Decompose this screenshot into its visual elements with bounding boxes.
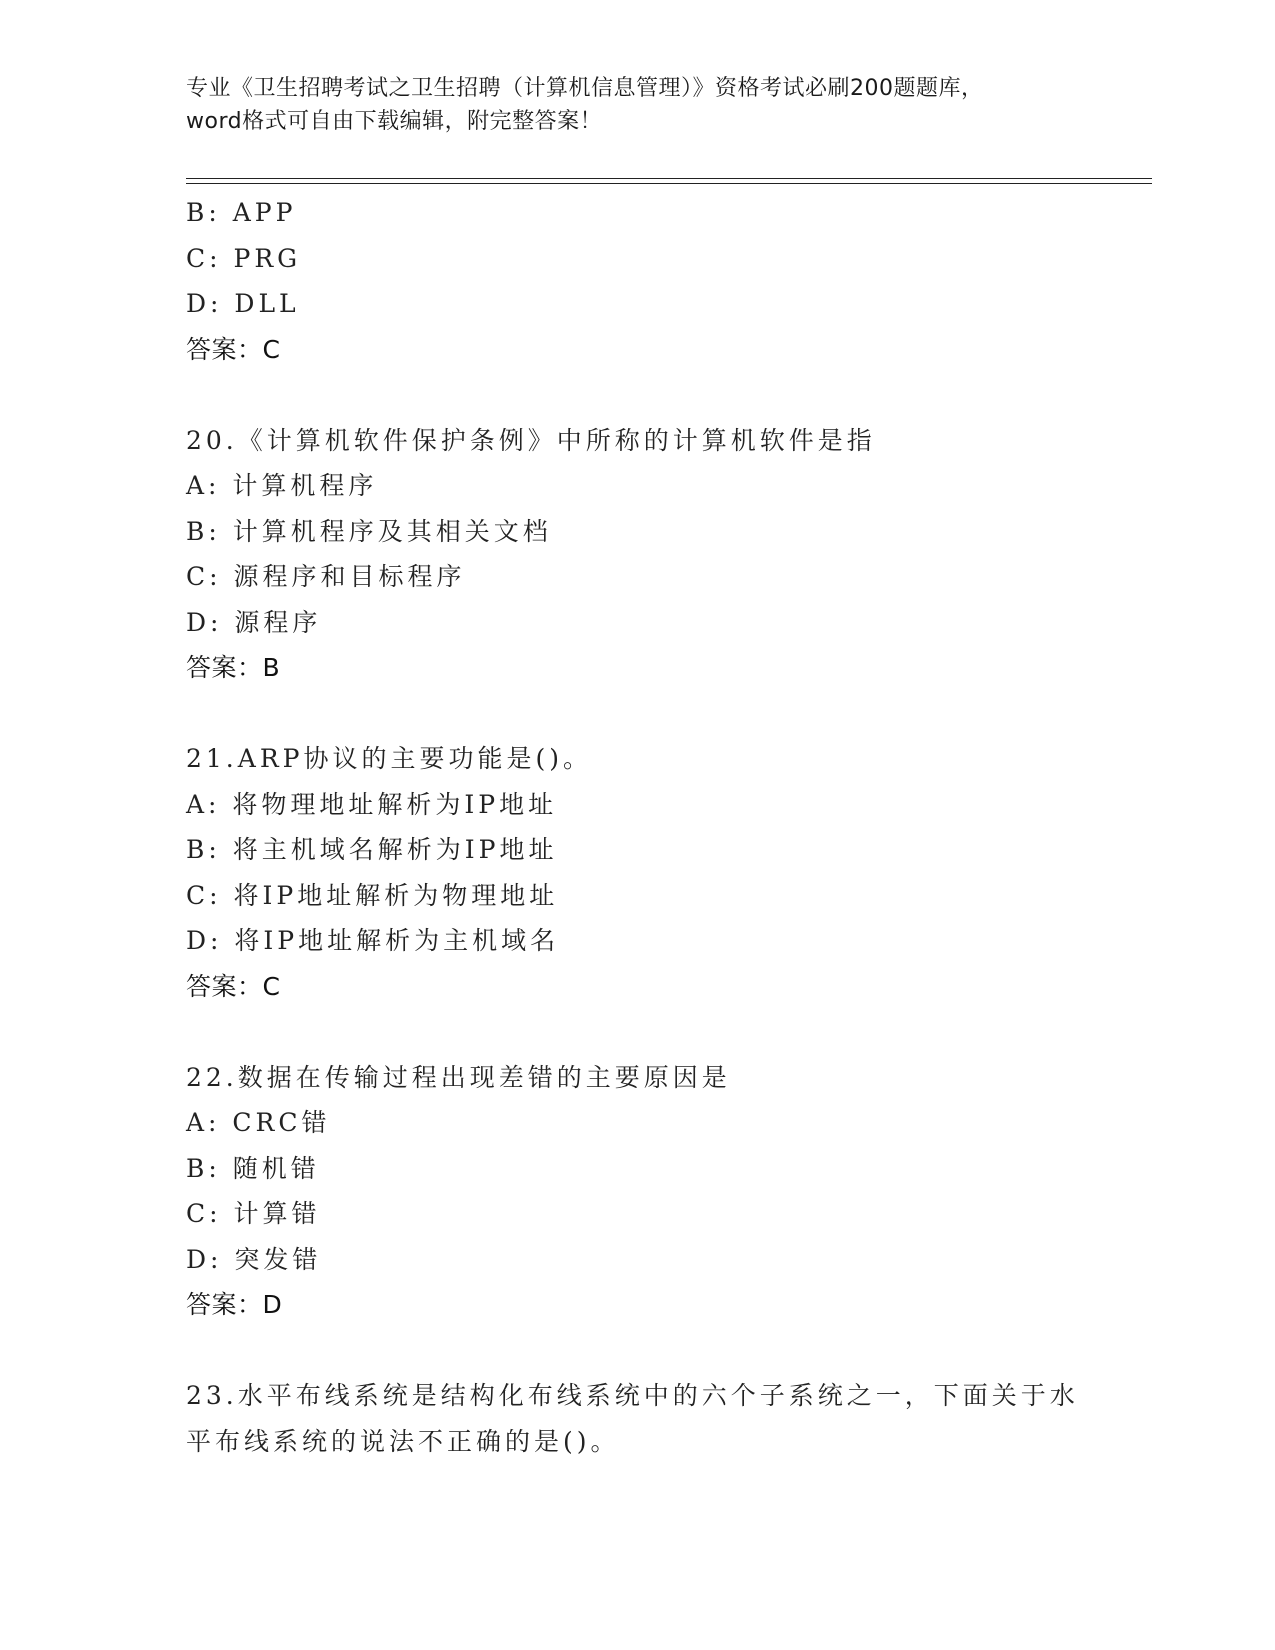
question-title: 21.ARP协议的主要功能是()。 bbox=[186, 744, 592, 773]
option-b: B: 随机错 bbox=[186, 1153, 320, 1183]
option-b: B: APP bbox=[186, 198, 297, 227]
question-title-line-2: 平布线系统的说法不正确的是()。 bbox=[186, 1426, 620, 1456]
answer-line: 答案：B bbox=[186, 653, 281, 682]
question-block-22 bbox=[186, 1055, 1152, 1328]
page-header bbox=[186, 72, 1086, 138]
question-title: 20.《计算机软件保护条例》中所称的计算机软件是指 bbox=[186, 425, 876, 455]
option-c: C: 将IP地址解析为物理地址 bbox=[186, 880, 559, 910]
question-block-23 bbox=[186, 1373, 1152, 1464]
spacer bbox=[186, 1328, 1152, 1374]
option-a: A: CRC错 bbox=[186, 1108, 331, 1137]
option-d: D: 突发错 bbox=[186, 1244, 322, 1274]
option-a: A: 将物理地址解析为IP地址 bbox=[186, 789, 558, 819]
question-block-20 bbox=[186, 418, 1152, 691]
header-divider-top bbox=[186, 178, 1152, 179]
option-d: D: DLL bbox=[186, 289, 300, 318]
option-d: D: 将IP地址解析为主机域名 bbox=[186, 926, 560, 955]
option-c: C: 计算错 bbox=[186, 1199, 321, 1228]
option-c: C: 源程序和目标程序 bbox=[186, 562, 466, 591]
answer-line: 答案：D bbox=[186, 1290, 283, 1319]
option-d: D: 源程序 bbox=[186, 607, 322, 637]
spacer bbox=[186, 372, 1152, 418]
header-title-line-1: 专业《卫生招聘考试之卫生招聘（计算机信息管理）》资格考试必刷200题题库， bbox=[186, 76, 984, 101]
question-block-19 bbox=[186, 190, 1152, 372]
spacer bbox=[186, 1009, 1152, 1055]
question-block-21 bbox=[186, 736, 1152, 1009]
answer-line: 答案：C bbox=[186, 971, 281, 1001]
spacer bbox=[186, 691, 1152, 737]
option-a: A: 计算机程序 bbox=[186, 471, 378, 500]
question-list bbox=[186, 190, 1152, 1464]
option-b: B: 将主机域名解析为IP地址 bbox=[186, 835, 558, 864]
option-c: C: PRG bbox=[186, 243, 302, 273]
header-title-line-2: word格式可自由下载编辑，附完整答案！ bbox=[186, 109, 603, 134]
header-divider-bottom bbox=[186, 183, 1152, 184]
answer-line: 答案：C bbox=[186, 334, 281, 364]
option-b: B: 计算机程序及其相关文档 bbox=[186, 516, 552, 546]
question-title: 22.数据在传输过程出现差错的主要原因是 bbox=[186, 1062, 731, 1092]
question-title-line-1: 23.水平布线系统是结构化布线系统中的六个子系统之一，下面关于水 bbox=[186, 1381, 1079, 1410]
